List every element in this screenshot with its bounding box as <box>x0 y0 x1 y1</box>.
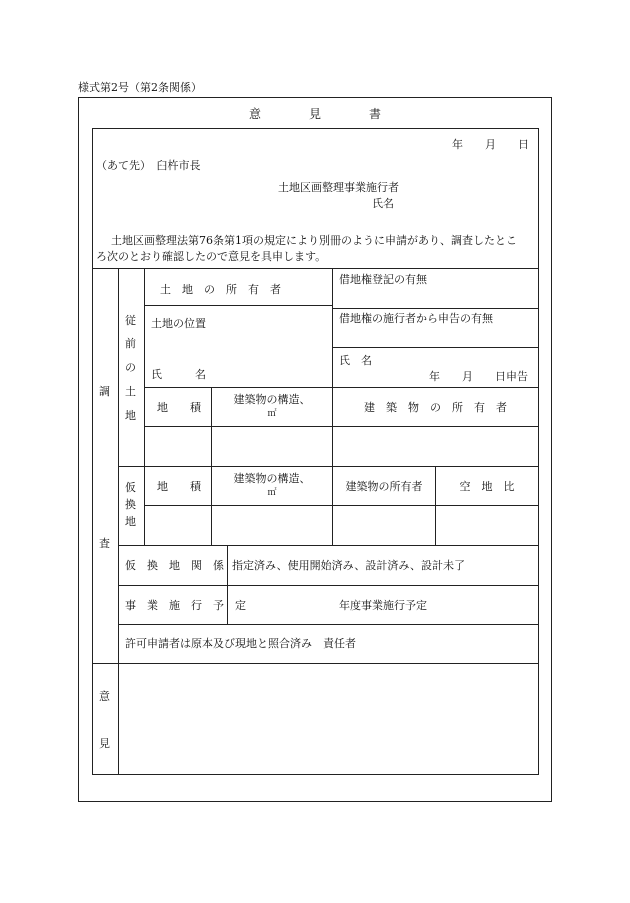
rule-r5 <box>118 466 539 467</box>
rule-r1 <box>332 308 539 309</box>
building-owner-header: 建 築 物 の 所 有 者 <box>364 401 507 414</box>
applicant-name-label: 氏名 <box>372 197 394 210</box>
verification: 許可申請者は原本及び現地と照合済み 責任者 <box>125 637 356 650</box>
survey-label-char2: 査 <box>99 537 110 550</box>
rule-r7 <box>118 545 539 546</box>
temp-area-header: 地 積 <box>157 480 201 493</box>
table-left <box>92 128 93 775</box>
former-land-char4: 土 <box>125 385 136 398</box>
opinion-char1: 意 <box>99 690 110 703</box>
project-schedule-label: 事 業 施 行 予 定 <box>125 599 246 612</box>
rule-opinion-top <box>92 663 539 664</box>
addressee: （あて先） 臼杵市長 <box>96 159 201 172</box>
former-land-char5: 地 <box>125 409 136 422</box>
date-line: 年 月 日 <box>452 138 529 151</box>
applicant-role: 土地区画整理事業施行者 <box>278 181 399 194</box>
statement-line1: 土地区画整理法第76条第1項の規定により別冊のように申請があり、調査したとこ <box>111 234 517 247</box>
open-space-ratio: 空 地 比 <box>459 480 515 493</box>
rule-r9 <box>118 624 539 625</box>
col-land-label <box>144 268 145 545</box>
land-location: 土地の位置 <box>151 317 206 330</box>
report-date: 年 月 日申告 <box>429 370 528 383</box>
rule-r3 <box>144 387 539 388</box>
rule-r8 <box>118 585 539 586</box>
rule-r2 <box>332 347 539 348</box>
col-relation <box>227 545 228 625</box>
name-label: 氏 名 <box>339 354 372 367</box>
temp-relation-value: 指定済み、使用開始済み、設計済み、設計未了 <box>232 559 465 572</box>
structure-header-line2: ㎡ <box>267 409 277 419</box>
form-title: 意 見 書 <box>248 107 381 121</box>
temp-structure-line1: 建築物の構造、 <box>233 472 311 485</box>
leasehold-report: 借地権の施行者から申告の有無 <box>339 312 493 325</box>
rule-survey-top <box>92 268 539 269</box>
frame-bottom <box>78 801 552 802</box>
rule-r4 <box>144 426 539 427</box>
frame-right <box>551 97 552 802</box>
form-number: 様式第2号（第2条関係） <box>78 81 202 94</box>
survey-label-char1: 調 <box>99 385 110 398</box>
rule-r6 <box>144 505 539 506</box>
former-land-char3: の <box>125 361 136 374</box>
rule-r1b <box>144 305 333 306</box>
frame-top <box>78 97 552 98</box>
former-land-char2: 前 <box>125 337 136 350</box>
former-land-char1: 従 <box>125 314 136 327</box>
opinion-char2: 見 <box>99 737 110 750</box>
structure-header-line1: 建築物の構造、 <box>233 393 311 406</box>
area-header: 地 積 <box>157 401 201 414</box>
temp-building-owner: 建築物の所有者 <box>345 480 423 493</box>
temp-land-char1: 仮 <box>125 481 136 494</box>
temp-structure-line2: ㎡ <box>267 488 277 498</box>
col-survey <box>118 268 119 775</box>
owner-name: 氏 名 <box>151 368 206 381</box>
project-schedule-value: 年度事業施行予定 <box>339 599 427 612</box>
frame-left <box>78 97 79 802</box>
temp-relation-label: 仮 換 地 関 係 <box>125 559 224 572</box>
leasehold-registration: 借地権登記の有無 <box>339 273 427 286</box>
temp-land-char2: 換 <box>125 498 136 511</box>
table-bottom <box>92 774 539 775</box>
table-right <box>538 128 539 775</box>
owner-header: 土 地 の 所 有 者 <box>160 283 281 296</box>
statement-line2: ろ次のとおり確認したので意見を具申します。 <box>96 250 327 263</box>
table-top <box>92 128 539 129</box>
temp-land-char3: 地 <box>125 515 136 528</box>
col-temp-owner <box>435 466 436 545</box>
